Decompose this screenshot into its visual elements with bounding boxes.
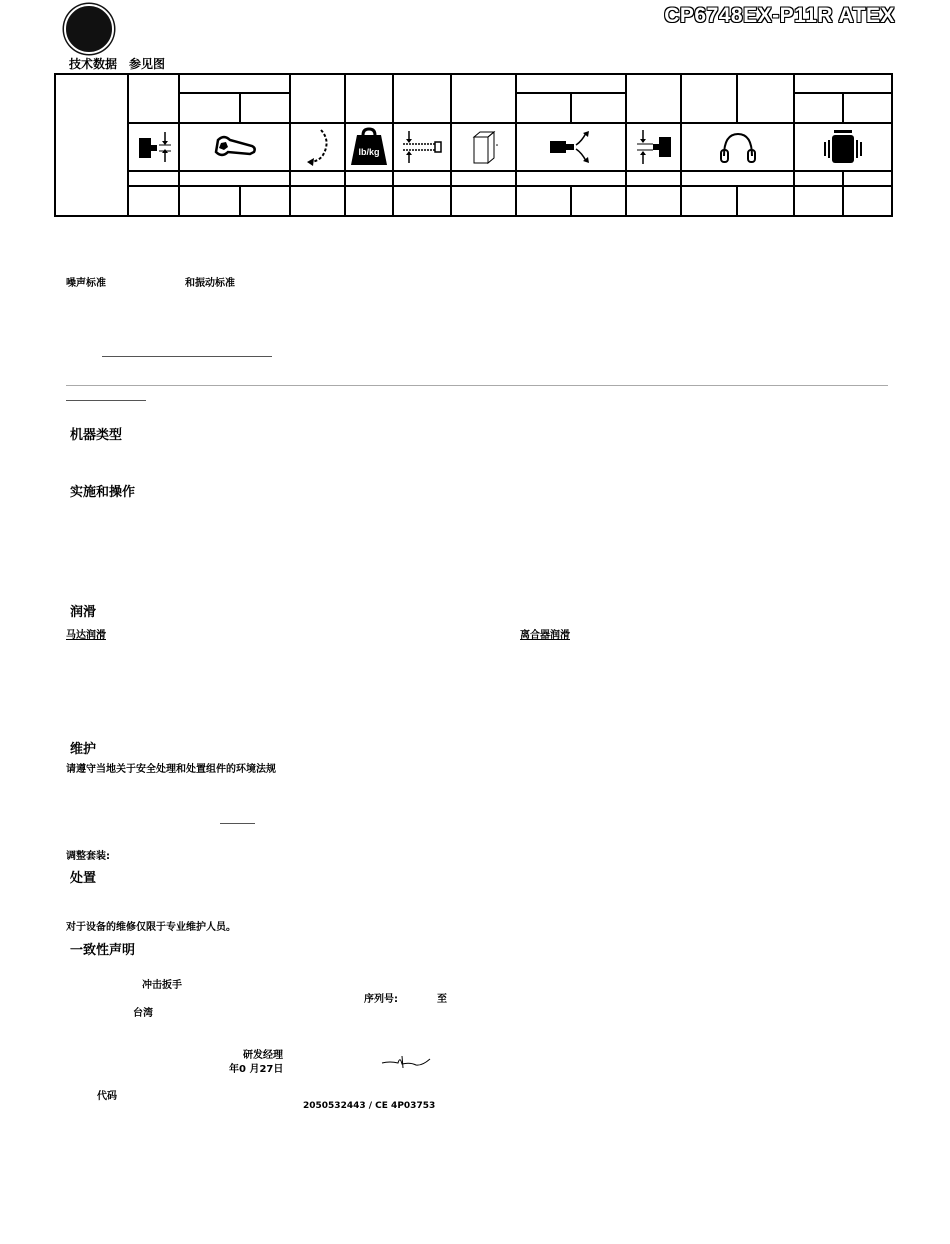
heading-implementation: 实施和操作 — [70, 485, 136, 500]
wrench-torque-icon — [180, 124, 289, 170]
underline-rule — [102, 356, 272, 357]
disposal-note: 对于设备的维修仅限于专业维护人员。 — [66, 922, 236, 933]
heading-maintenance: 维护 — [70, 742, 97, 757]
svg-text:lb/kg: lb/kg — [358, 147, 380, 157]
ear-protection-icon — [682, 124, 793, 170]
product-name: 冲击扳手 — [142, 980, 182, 991]
vibration-standard-label: 和振动标准 — [185, 278, 235, 289]
motor-lube-label: 马达润滑 — [66, 630, 106, 641]
heading-disposal: 处置 — [70, 871, 97, 886]
short-underline — [220, 823, 255, 824]
section-divider — [66, 385, 888, 386]
document-code: 2050532443 / CE 4P03753 — [303, 1101, 436, 1111]
heading-lubrication: 润滑 — [70, 605, 97, 620]
heading-machine-type: 机器类型 — [70, 428, 123, 443]
noise-standard-label: 噪声标准 — [66, 278, 106, 289]
logo-badge — [64, 4, 114, 54]
dimensions-box-icon — [452, 124, 515, 170]
impact-direction-icon — [517, 124, 625, 170]
signature-date: 年0 月27日 — [229, 1064, 284, 1075]
serial-label: 序列号: — [364, 994, 398, 1005]
spec-table — [54, 73, 893, 217]
section-title-tech-data: 技术数据 参见图 — [69, 57, 166, 71]
signature-icon — [380, 1052, 434, 1076]
square-drive-icon — [129, 124, 178, 170]
bolt-length-icon — [394, 124, 450, 170]
adjust-kit-label: 调整套装: — [66, 851, 110, 862]
model-title: CP6748EX-P11R ATEX — [664, 4, 895, 27]
code-label: 代码 — [97, 1091, 117, 1102]
weight-icon — [346, 124, 392, 170]
signer-role: 研发经理 — [243, 1050, 283, 1061]
vibration-icon — [795, 124, 891, 170]
origin-label: 台湾 — [133, 1008, 153, 1019]
serial-to-label: 至 — [437, 994, 447, 1005]
maintenance-note: 请遵守当地关于安全处理和处置组件的环境法规 — [66, 764, 276, 775]
clutch-lube-label: 离合器润滑 — [520, 630, 570, 641]
rotation-arrow-icon — [291, 124, 344, 170]
heading-conformity: 一致性声明 — [70, 943, 136, 958]
short-divider — [66, 400, 146, 401]
square-drive-size-icon — [627, 124, 680, 170]
